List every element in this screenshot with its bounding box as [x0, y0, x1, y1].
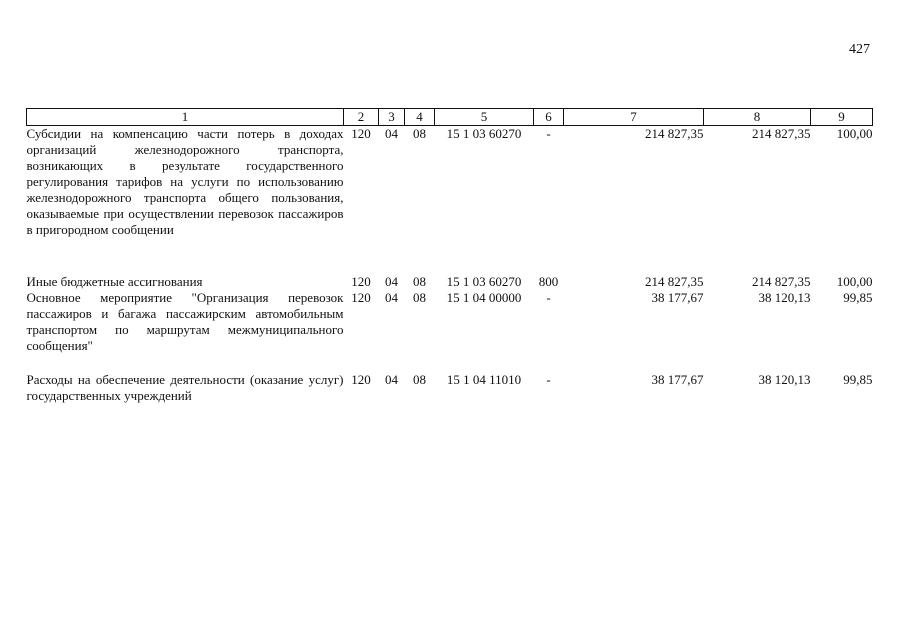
column-header-7: 7 [564, 109, 704, 126]
row-ministry: 120 [351, 290, 371, 305]
table-row [27, 126, 873, 239]
row-target-article: 15 1 03 60270 [446, 126, 522, 141]
row-name: Иные бюджетные ассигнования [26, 274, 203, 289]
column-header-9: 9 [811, 109, 873, 126]
row-expense-type: - [546, 290, 551, 305]
row-plan: 38 177,67 [651, 290, 704, 305]
row-name: Субсидии на компенсацию части потерь в доходах организаций железнодорожного транспорта, возникающих в результате государственного регулирования тарифов на услуги по использованию железнодорожного транспорта общего пользования, оказываемые при осуществлении перевозок пассажиров в пригородном сообщении [26, 126, 344, 237]
row-subsection: 08 [413, 274, 426, 289]
column-header-1: 1 [27, 109, 344, 126]
row-ministry: 120 [351, 126, 371, 141]
column-header-6: 6 [534, 109, 564, 126]
row-spacer [27, 238, 873, 256]
row-spacer [27, 354, 873, 372]
row-spacer [27, 256, 873, 274]
row-percent: 99,85 [843, 372, 873, 387]
column-header-5: 5 [435, 109, 534, 126]
row-executed: 38 120,13 [758, 290, 811, 305]
row-expense-type: - [546, 372, 551, 387]
row-percent: 100,00 [836, 126, 873, 141]
row-plan: 214 827,35 [645, 126, 704, 141]
row-section: 04 [385, 126, 398, 141]
table-row [27, 290, 873, 354]
row-target-article: 15 1 04 00000 [446, 290, 522, 305]
row-subsection: 08 [413, 372, 426, 387]
row-target-article: 15 1 04 11010 [446, 372, 522, 387]
row-executed: 214 827,35 [752, 274, 811, 289]
row-section: 04 [385, 274, 398, 289]
row-expense-type: - [546, 126, 551, 141]
row-expense-type: 800 [538, 274, 559, 289]
table-row [27, 372, 873, 404]
row-ministry: 120 [351, 372, 371, 387]
row-percent: 100,00 [836, 274, 873, 289]
row-name: Основное мероприятие "Организация перевозок пассажиров и багажа пассажирским автомобильным транспортом по маршрутам межмуниципального сообщения" [26, 290, 344, 353]
column-header-8: 8 [704, 109, 811, 126]
column-header-4: 4 [405, 109, 435, 126]
row-name: Расходы на обеспечение деятельности (оказание услуг) государственных учреждений [26, 372, 344, 403]
budget-table [26, 108, 873, 404]
row-percent: 99,85 [843, 290, 873, 305]
column-header-3: 3 [379, 109, 405, 126]
row-section: 04 [385, 372, 398, 387]
table-row [27, 274, 873, 290]
row-plan: 214 827,35 [645, 274, 704, 289]
row-section: 04 [385, 290, 398, 305]
row-executed: 214 827,35 [752, 126, 811, 141]
column-header-2: 2 [344, 109, 379, 126]
row-executed: 38 120,13 [758, 372, 811, 387]
row-target-article: 15 1 03 60270 [446, 274, 522, 289]
row-subsection: 08 [413, 290, 426, 305]
row-ministry: 120 [351, 274, 371, 289]
page-number: 427 [849, 42, 870, 57]
row-plan: 38 177,67 [651, 372, 704, 387]
row-subsection: 08 [413, 126, 426, 141]
table-header-row [27, 109, 873, 126]
